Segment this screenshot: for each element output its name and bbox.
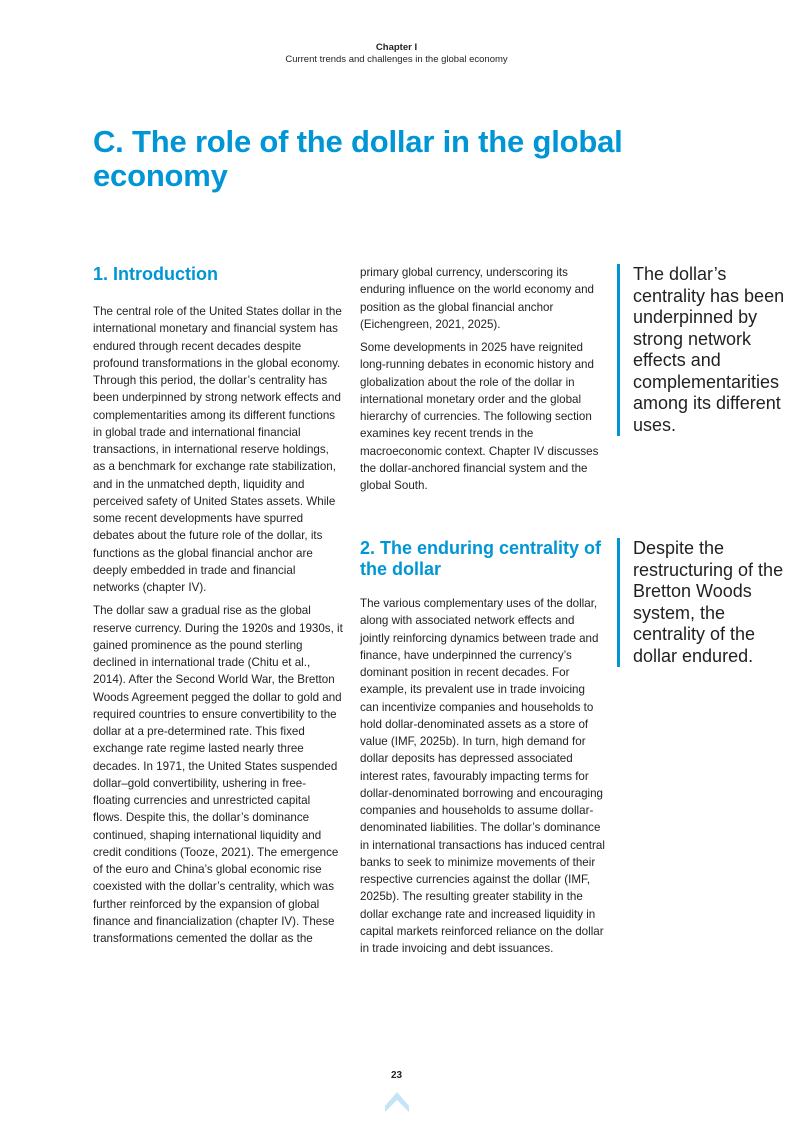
section-heading-enduring-centrality: 2. The enduring centrality of the dollar: [360, 538, 602, 579]
page-title: C. The role of the dollar in the global economy: [93, 124, 623, 193]
chapter-label: Chapter I: [375, 42, 418, 53]
running-head: [0, 42, 793, 66]
pull-quote: The dollar’s centrality has been underpinned by strong network effects and complementarities among its different uses.: [617, 264, 793, 436]
column-left: [93, 264, 343, 953]
paragraph: primary global currency, underscoring its enduring influence on the world economy and position as the global financial anchor (Eichengreen, 2021, 2025).: [360, 266, 594, 331]
paragraph: The dollar saw a gradual rise as the global reserve currency. During the 1920s and 1930s, it gained prominence as the pound sterling declined in international trade (Chitu et al., 2014). After the Second World War, the Bretton Woods Agreement pegged the dollar to gold and required countries to ensure convertibility to the dollar at a pre-determined rate. This fixed exchange rate regime lasted nearly three decades. In 1971, the United States suspended dollar–gold convertibility, ushering in free-floating currencies and unrestricted capital flows. Despite this, the dollar’s dominance continued, shaping international liquidity and credit conditions (Tooze, 2021). The emergence of the euro and China’s global economic rise coexisted with the dollar’s centrality, which was further reinforced by the expansion of global finance and financialization (chapter IV). These transformations cemented the dollar as the: [93, 604, 343, 945]
chevron-up-icon[interactable]: [385, 1090, 409, 1114]
paragraph: The various complementary uses of the dollar, along with associated network effects and jointly reinforcing dynamics between trade and finance, have underpinned the currency’s dominant position in recent decades. For example, its prevalent use in trade invoicing can incentivize companies and households to hold dollar-denominated assets as a store of value (IMF, 2025b). In turn, high demand for dollar deposits has depressed associated interest rates, favourably impacting terms for dollar-denominated borrowing and encouraging companies and households to assume dollar-denominated liabilities. The dollar’s dominance in international transactions has induced central banks to seek to minimize movements of their respective currencies against the dollar (IMF, 2025b). The resulting greater stability in the dollar exchange rate and increased liquidity in capital markets reinforced reliance on the dollar in trade invoicing and debt issuances.: [360, 597, 605, 955]
paragraph: Some developments in 2025 have reignited long-running debates in economic history and globalization about the role of the dollar in international monetary order and the global hierarchy of currencies. The following section examines key recent trends in the macroeconomic context. Chapter IV discusses the dollar-anchored financial system and the global South.: [360, 341, 599, 492]
section-heading-introduction: 1. Introduction: [93, 264, 218, 284]
page-number: 23: [390, 1070, 403, 1081]
column-middle-top: [360, 264, 605, 500]
column-middle-bottom: [360, 538, 605, 963]
paragraph: The central role of the United States dollar in the international monetary and financial system has endured through recent decades despite profound transformations in the global economy. Through this period, the dollar’s centrality has been underpinned by strong network effects and complementarities among its different functions in global trade and international financial transactions, in international reserve holdings, as a benchmark for exchange rate stabilization, and in the unmatched depth, liquidity and perceived safety of United States assets. While some recent developments have spurred debates about the future role of the dollar, its functions as the global financial anchor are deeply embedded in trade and financial networks (chapter IV).: [93, 305, 342, 594]
pull-quote: Despite the restructuring of the Bretton Woods system, the centrality of the dollar endured.: [617, 538, 793, 667]
chapter-subtitle: Current trends and challenges in the global economy: [285, 54, 508, 65]
